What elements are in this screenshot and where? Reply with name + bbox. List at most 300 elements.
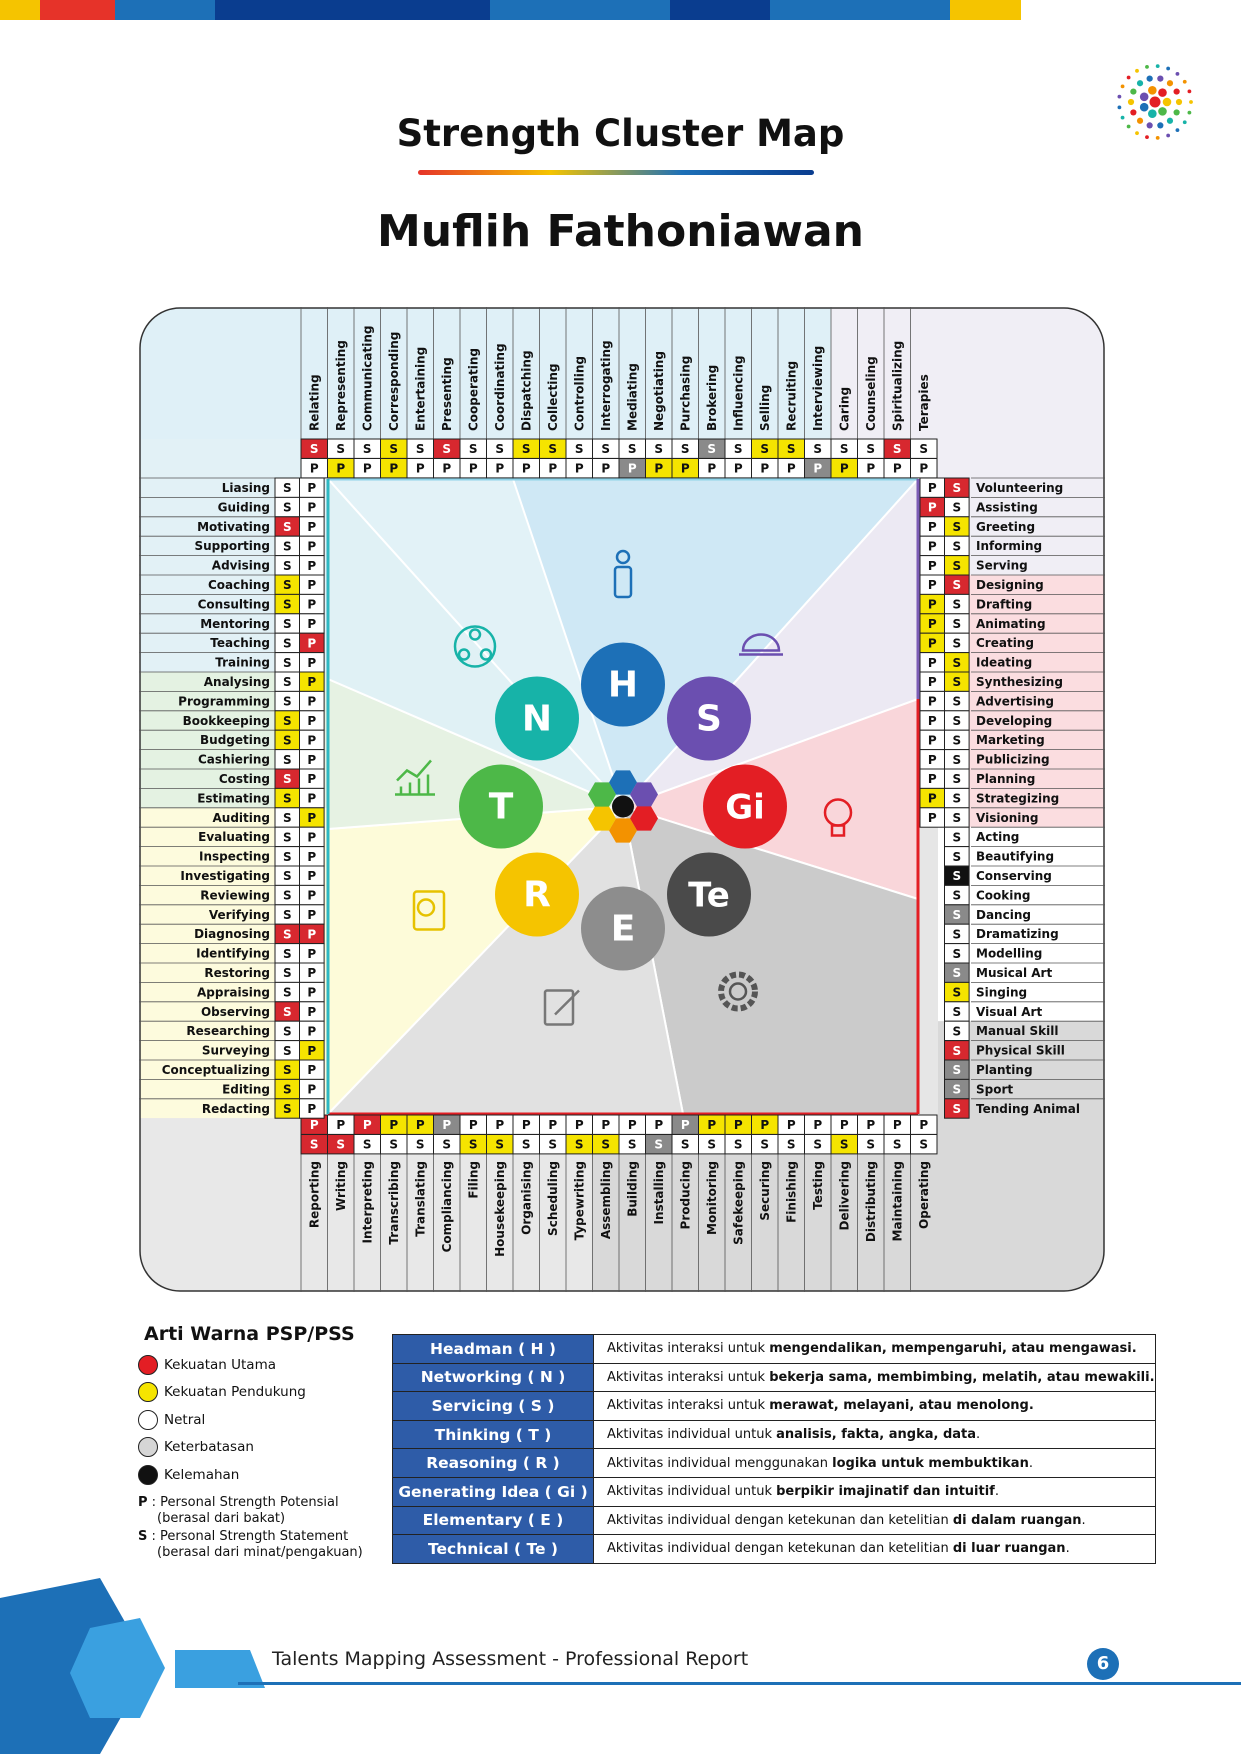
- right-s-cell: S: [952, 636, 962, 651]
- top-p-cell: P: [892, 461, 902, 476]
- right-s-cell: S: [952, 791, 962, 806]
- bottom-s-cell: S: [627, 1137, 637, 1152]
- left-s-cell: S: [282, 733, 292, 748]
- right-p-cell: P: [927, 694, 937, 709]
- category-name: Thinking ( T ): [393, 1420, 594, 1449]
- left-activity-label: Appraising: [197, 985, 270, 1000]
- left-p-cell: P: [307, 733, 317, 748]
- bottom-s-cell: S: [654, 1137, 664, 1152]
- left-s-cell: S: [282, 811, 292, 825]
- top-p-cell: P: [415, 461, 425, 476]
- category-description: Aktivitas interaksi untuk mengendalikan, mempengaruhi, atau mengawasi.: [594, 1335, 1156, 1364]
- right-p-cell: P: [927, 578, 937, 593]
- bottom-p-cell: P: [309, 1118, 319, 1133]
- right-activity-label: Greeting: [976, 519, 1036, 534]
- right-activity-label: Dramatizing: [976, 927, 1059, 942]
- top-s-cell: S: [601, 442, 611, 457]
- right-s-cell: S: [952, 520, 962, 534]
- top-bar-segment: [0, 0, 40, 20]
- right-activity-label: Cooking: [976, 888, 1031, 903]
- right-activity-label: Assisting: [976, 500, 1038, 515]
- top-activity-label: Relating: [307, 374, 322, 431]
- top-s-cell: S: [389, 442, 399, 457]
- right-activity-label: Visual Art: [976, 1004, 1043, 1019]
- legend-item: Keterbatasan: [138, 1434, 378, 1462]
- right-activity-label: Modelling: [976, 946, 1043, 961]
- page-number: 6: [1087, 1648, 1119, 1680]
- bottom-activity-label: Typewriting: [572, 1161, 587, 1241]
- left-p-cell: P: [307, 908, 317, 922]
- left-p-cell: P: [307, 481, 317, 496]
- right-activity-label: Creating: [976, 636, 1034, 651]
- bottom-activity-label: Reporting: [307, 1161, 322, 1229]
- legend-dot-black: [138, 1465, 158, 1485]
- category-description: Aktivitas individual untuk berpikir imajinatif dan intuitif.: [594, 1477, 1156, 1506]
- left-p-cell: P: [307, 597, 317, 612]
- legend-dot-yellow: [138, 1382, 158, 1402]
- left-activity-label: Motivating: [197, 519, 270, 534]
- left-p-cell: P: [307, 888, 317, 903]
- left-s-cell: S: [282, 520, 292, 534]
- bottom-activity-label: Organising: [519, 1161, 534, 1235]
- top-bar-segment: [115, 0, 215, 20]
- left-p-cell: P: [307, 500, 317, 515]
- top-s-cell: S: [919, 442, 929, 457]
- logo-dot: [1158, 88, 1167, 97]
- top-activity-label: Caring: [837, 386, 852, 431]
- category-description: Aktivitas interaksi untuk bekerja sama, membimbing, melatih, atau mewakili.: [594, 1363, 1156, 1392]
- right-s-cell: S: [952, 752, 962, 767]
- top-p-cell: P: [707, 461, 717, 476]
- bottom-p-cell: P: [336, 1118, 346, 1133]
- left-activity-label: Restoring: [204, 966, 270, 980]
- right-s-cell: S: [952, 481, 962, 496]
- bottom-s-cell: S: [839, 1137, 849, 1152]
- category-row: [393, 1420, 1156, 1449]
- top-activity-label: Purchasing: [678, 355, 693, 431]
- left-s-cell: S: [282, 791, 292, 806]
- page-title: Strength Cluster Map: [396, 112, 845, 155]
- top-p-cell: P: [866, 461, 876, 476]
- bottom-s-cell: S: [468, 1137, 478, 1152]
- right-p-cell: P: [927, 655, 937, 670]
- right-p-cell: P: [927, 752, 937, 767]
- right-activity-label: Publicizing: [976, 752, 1050, 767]
- top-s-cell: S: [336, 442, 346, 457]
- right-activity-label: Acting: [976, 830, 1020, 845]
- legend-note-p: P : Personal Strength Potensial (berasal dari bakat): [138, 1494, 339, 1526]
- left-activity-label: Inspecting: [199, 849, 270, 864]
- top-s-cell: S: [442, 442, 452, 457]
- bottom-s-cell: S: [574, 1137, 584, 1152]
- right-s-cell: S: [952, 500, 962, 515]
- top-bar-segment: [770, 0, 950, 20]
- right-s-cell: S: [952, 655, 962, 670]
- right-p-cell: P: [927, 714, 937, 728]
- right-activity-label: Developing: [976, 713, 1053, 728]
- left-s-cell: S: [282, 655, 292, 670]
- logo-dot: [1174, 88, 1180, 94]
- left-s-cell: S: [282, 694, 292, 709]
- left-p-cell: P: [307, 539, 317, 554]
- category-description: Aktivitas interaksi untuk merawat, melayani, atau menolong.: [594, 1392, 1156, 1421]
- top-p-cell: P: [839, 461, 849, 476]
- bottom-activity-label: Writing: [333, 1161, 348, 1212]
- right-activity-label: Synthesizing: [976, 675, 1063, 689]
- right-activity-label: Marketing: [976, 733, 1045, 748]
- category-name: Elementary ( E ): [393, 1506, 594, 1535]
- top-activity-label: Corresponding: [386, 331, 401, 431]
- left-s-cell: S: [282, 578, 292, 593]
- top-activity-label: Representing: [333, 340, 348, 431]
- right-activity-label: Volunteering: [976, 481, 1064, 495]
- left-activity-label: Cashiering: [197, 752, 270, 767]
- right-activity-label: Visioning: [976, 810, 1039, 825]
- category-name: Technical ( Te ): [393, 1535, 594, 1564]
- right-s-cell: S: [952, 908, 962, 922]
- top-activity-label: Coordinating: [492, 343, 507, 431]
- top-activity-label: Collecting: [545, 363, 560, 431]
- legend-item: Netral: [138, 1406, 378, 1434]
- bottom-p-cell: P: [786, 1118, 796, 1133]
- bottom-p-cell: P: [866, 1118, 876, 1133]
- logo-dot: [1140, 92, 1149, 101]
- left-p-cell: P: [307, 791, 317, 806]
- top-activity-label: Controlling: [572, 356, 587, 431]
- top-activity-label: Communicating: [360, 325, 375, 431]
- top-p-cell: P: [786, 461, 796, 476]
- left-p-cell: P: [307, 830, 317, 845]
- right-s-cell: S: [952, 1005, 962, 1019]
- left-activity-label: Coaching: [207, 578, 270, 592]
- category-description: Aktivitas individual dengan ketekunan dan ketelitian di dalam ruangan.: [594, 1506, 1156, 1535]
- right-p-cell: P: [927, 539, 937, 554]
- left-p-cell: P: [307, 772, 317, 787]
- bottom-p-cell: P: [760, 1118, 770, 1133]
- left-p-cell: P: [307, 578, 317, 593]
- left-s-cell: S: [282, 714, 292, 728]
- left-p-cell: P: [307, 946, 317, 961]
- top-p-cell: P: [442, 461, 452, 476]
- bottom-s-cell: S: [389, 1137, 399, 1152]
- left-activity-label: Advising: [211, 558, 270, 573]
- right-s-cell: S: [952, 539, 962, 554]
- right-p-cell: P: [927, 791, 937, 806]
- right-s-cell: S: [952, 694, 962, 709]
- top-p-cell: P: [389, 461, 399, 476]
- cluster-code-n: N: [521, 698, 553, 740]
- bottom-p-cell: P: [521, 1118, 531, 1133]
- left-p-cell: P: [307, 694, 317, 709]
- left-p-cell: P: [307, 558, 317, 573]
- right-p-cell: P: [927, 636, 937, 651]
- logo-dot: [1176, 99, 1182, 105]
- left-p-cell: P: [307, 1102, 317, 1116]
- right-s-cell: S: [952, 966, 962, 981]
- category-name: Headman ( H ): [393, 1335, 594, 1364]
- top-p-cell: P: [309, 461, 319, 476]
- legend-dot-white: [138, 1410, 158, 1430]
- logo-dot: [1148, 86, 1157, 95]
- left-activity-label: Supporting: [194, 539, 270, 554]
- left-activity-label: Reviewing: [200, 888, 270, 903]
- bottom-p-cell: P: [468, 1118, 478, 1133]
- left-s-cell: S: [282, 636, 292, 651]
- footer-text: Talents Mapping Assessment - Professional Report: [272, 1648, 749, 1670]
- top-bar-segment: [670, 0, 770, 20]
- right-p-cell: P: [927, 520, 937, 534]
- left-s-cell: S: [282, 927, 292, 942]
- bottom-activity-label: Assembling: [598, 1161, 613, 1240]
- left-p-cell: P: [307, 617, 317, 631]
- top-s-cell: S: [839, 442, 849, 457]
- category-description: Aktivitas individual menggunakan logika untuk membuktikan.: [594, 1449, 1156, 1478]
- right-s-cell: S: [952, 772, 962, 787]
- bottom-p-cell: P: [839, 1118, 849, 1133]
- right-p-cell: P: [927, 597, 937, 612]
- right-p-cell: P: [927, 675, 937, 690]
- bottom-s-cell: S: [309, 1137, 319, 1152]
- top-activity-label: Spiritualizing: [890, 340, 905, 431]
- cluster-code-e: E: [610, 908, 636, 950]
- bottom-p-cell: P: [601, 1118, 611, 1133]
- left-s-cell: S: [282, 1063, 292, 1078]
- logo-dot: [1176, 72, 1180, 76]
- top-p-cell: P: [362, 461, 372, 476]
- left-s-cell: S: [282, 830, 292, 845]
- bottom-activity-label: Testing: [810, 1161, 825, 1210]
- bottom-activity-label: Building: [625, 1161, 640, 1217]
- legend-dot-red: [138, 1355, 158, 1375]
- logo-dot: [1189, 100, 1193, 104]
- legend-item: Kekuatan Utama: [138, 1351, 378, 1379]
- left-s-cell: S: [282, 869, 292, 884]
- left-s-cell: S: [282, 558, 292, 573]
- color-legend: [138, 1323, 378, 1561]
- bottom-s-cell: S: [733, 1137, 743, 1152]
- top-p-cell: P: [654, 461, 664, 476]
- right-s-cell: S: [952, 578, 962, 593]
- bottom-activity-label: Producing: [678, 1161, 693, 1230]
- left-activity-label: Editing: [222, 1082, 270, 1097]
- right-activity-label: Ideating: [976, 655, 1033, 670]
- left-s-cell: S: [282, 617, 292, 631]
- top-activity-label: Selling: [757, 384, 772, 431]
- top-s-cell: S: [415, 442, 425, 457]
- left-p-cell: P: [307, 811, 317, 825]
- left-s-cell: S: [282, 1102, 292, 1116]
- top-activity-label: Brokering: [704, 364, 719, 431]
- left-s-cell: S: [282, 985, 292, 1000]
- left-activity-label: Researching: [186, 1024, 270, 1039]
- right-s-cell: S: [952, 558, 962, 573]
- top-activity-label: Presenting: [439, 357, 454, 431]
- right-s-cell: S: [952, 946, 962, 961]
- left-activity-label: Liasing: [221, 481, 270, 495]
- left-activity-label: Budgeting: [200, 733, 270, 748]
- category-row: [393, 1392, 1156, 1421]
- left-activity-label: Evaluating: [198, 830, 270, 845]
- bottom-s-cell: S: [892, 1137, 902, 1152]
- footer-hexagon-decoration: [0, 1578, 280, 1754]
- legend-item: Kekuatan Pendukung: [138, 1379, 378, 1407]
- top-activity-label: Interviewing: [810, 345, 825, 431]
- bottom-activity-label: Interpreting: [360, 1161, 375, 1244]
- bottom-s-cell: S: [336, 1137, 346, 1152]
- left-s-cell: S: [282, 597, 292, 612]
- bottom-s-cell: S: [601, 1137, 611, 1152]
- right-s-cell: S: [952, 1024, 962, 1039]
- left-activity-label: Surveying: [201, 1043, 270, 1058]
- right-p-cell: P: [927, 500, 937, 515]
- bottom-s-cell: S: [866, 1137, 876, 1152]
- bottom-activity-label: Operating: [916, 1161, 931, 1229]
- bottom-activity-label: Filing: [466, 1161, 481, 1199]
- left-s-cell: S: [282, 772, 292, 787]
- right-activity-label: Singing: [976, 985, 1028, 1000]
- right-p-cell: P: [927, 733, 937, 748]
- category-row: [393, 1363, 1156, 1392]
- top-color-bar: [0, 0, 1241, 20]
- top-p-cell: P: [601, 461, 611, 476]
- bottom-s-cell: S: [362, 1137, 372, 1152]
- top-s-cell: S: [468, 442, 478, 457]
- top-activity-label: Counseling: [863, 356, 878, 431]
- right-s-cell: S: [952, 1082, 962, 1097]
- legend-note-s: S : Personal Strength Statement (berasal dari minat/pengakuan): [138, 1528, 363, 1560]
- top-s-cell: S: [362, 442, 372, 457]
- left-activity-label: Verifying: [208, 907, 270, 922]
- left-activity-label: Estimating: [197, 791, 270, 806]
- right-activity-label: Musical Art: [976, 966, 1053, 980]
- left-p-cell: P: [307, 985, 317, 1000]
- strength-cluster-map: [139, 307, 1105, 1292]
- top-bar-segment: [215, 0, 390, 20]
- right-activity-label: Dancing: [976, 907, 1031, 922]
- top-s-cell: S: [627, 442, 637, 457]
- top-activity-label: Mediating: [625, 363, 640, 431]
- right-activity-label: Beautifying: [976, 849, 1055, 864]
- left-s-cell: S: [282, 966, 292, 981]
- bottom-activity-label: Housekeeping: [492, 1161, 507, 1257]
- left-activity-label: Training: [215, 655, 270, 670]
- bottom-s-cell: S: [680, 1137, 690, 1152]
- right-activity-label: Tending Animal: [976, 1101, 1080, 1116]
- left-s-cell: S: [282, 908, 292, 922]
- left-p-cell: P: [307, 849, 317, 864]
- bottom-s-cell: S: [442, 1137, 452, 1152]
- logo-dot: [1135, 69, 1139, 73]
- logo-dot: [1156, 64, 1160, 68]
- category-description: Aktivitas individual dengan ketekunan dan ketelitian di luar ruangan.: [594, 1535, 1156, 1564]
- right-p-cell: P: [927, 617, 937, 631]
- right-activity-label: Informing: [976, 539, 1043, 554]
- top-activity-label: Cooperating: [466, 347, 481, 431]
- left-activity-label: Guiding: [217, 500, 270, 515]
- category-row: [393, 1535, 1156, 1564]
- top-p-cell: P: [680, 461, 690, 476]
- category-row: [393, 1506, 1156, 1535]
- bottom-p-cell: P: [919, 1118, 929, 1133]
- left-s-cell: S: [282, 539, 292, 554]
- bottom-p-cell: P: [362, 1118, 372, 1133]
- cluster-code-s: S: [696, 698, 722, 740]
- category-name: Reasoning ( R ): [393, 1449, 594, 1478]
- category-description: Aktivitas individual untuk analisis, fakta, angka, data.: [594, 1420, 1156, 1449]
- category-row: [393, 1449, 1156, 1478]
- left-p-cell: P: [307, 966, 317, 981]
- top-p-cell: P: [521, 461, 531, 476]
- top-p-cell: P: [336, 461, 346, 476]
- top-bar-segment: [490, 0, 670, 20]
- logo-dot: [1137, 80, 1143, 86]
- left-s-cell: S: [282, 1082, 292, 1097]
- top-bar-segment: [390, 0, 490, 20]
- logo-dot: [1183, 80, 1187, 84]
- bottom-p-cell: P: [733, 1118, 743, 1133]
- bottom-s-cell: S: [760, 1137, 770, 1152]
- right-s-cell: S: [952, 811, 962, 825]
- category-row: [393, 1477, 1156, 1506]
- top-p-cell: P: [495, 461, 505, 476]
- left-p-cell: P: [307, 714, 317, 728]
- left-s-cell: S: [282, 481, 292, 496]
- top-p-cell: P: [733, 461, 743, 476]
- logo-dot: [1127, 76, 1131, 80]
- logo-dot: [1130, 88, 1136, 94]
- left-p-cell: P: [307, 655, 317, 670]
- left-activity-label: Conceptualizing: [161, 1063, 270, 1077]
- right-activity-label: Serving: [976, 558, 1028, 573]
- left-activity-label: Mentoring: [200, 616, 270, 631]
- top-s-cell: S: [574, 442, 584, 457]
- left-activity-label: Programming: [178, 694, 270, 709]
- right-s-cell: S: [952, 1043, 962, 1058]
- left-s-cell: S: [282, 849, 292, 864]
- bottom-activity-label: Maintaining: [890, 1161, 905, 1242]
- top-s-cell: S: [680, 442, 690, 457]
- left-activity-label: Observing: [200, 1004, 270, 1019]
- left-p-cell: P: [307, 1082, 317, 1097]
- top-s-cell: S: [786, 442, 796, 457]
- bottom-activity-label: Distributing: [863, 1161, 878, 1243]
- footer-line: [238, 1682, 1241, 1685]
- bottom-s-cell: S: [919, 1137, 929, 1152]
- left-s-cell: S: [282, 888, 292, 903]
- right-s-cell: S: [952, 1102, 962, 1116]
- person-name: Muflih Fathoniawan: [377, 206, 864, 257]
- left-p-cell: P: [307, 927, 317, 942]
- right-p-cell: P: [927, 481, 937, 496]
- logo-dot: [1118, 105, 1122, 109]
- right-activity-label: Conserving: [976, 869, 1052, 883]
- bottom-activity-label: Monitoring: [704, 1161, 719, 1235]
- left-activity-label: Investigating: [180, 869, 270, 883]
- bottom-activity-label: Translating: [413, 1161, 428, 1237]
- top-s-cell: S: [654, 442, 664, 457]
- top-p-cell: P: [627, 461, 637, 476]
- cluster-code-te: Te: [688, 875, 730, 916]
- right-activity-label: Sport: [976, 1082, 1014, 1097]
- top-s-cell: S: [521, 442, 531, 457]
- bottom-s-cell: S: [786, 1137, 796, 1152]
- right-s-cell: S: [952, 927, 962, 942]
- left-activity-label: Diagnosing: [194, 927, 270, 942]
- right-s-cell: S: [952, 888, 962, 903]
- bottom-activity-label: Scheduling: [545, 1161, 560, 1236]
- logo-dot: [1128, 99, 1134, 105]
- left-activity-label: Consulting: [197, 597, 270, 612]
